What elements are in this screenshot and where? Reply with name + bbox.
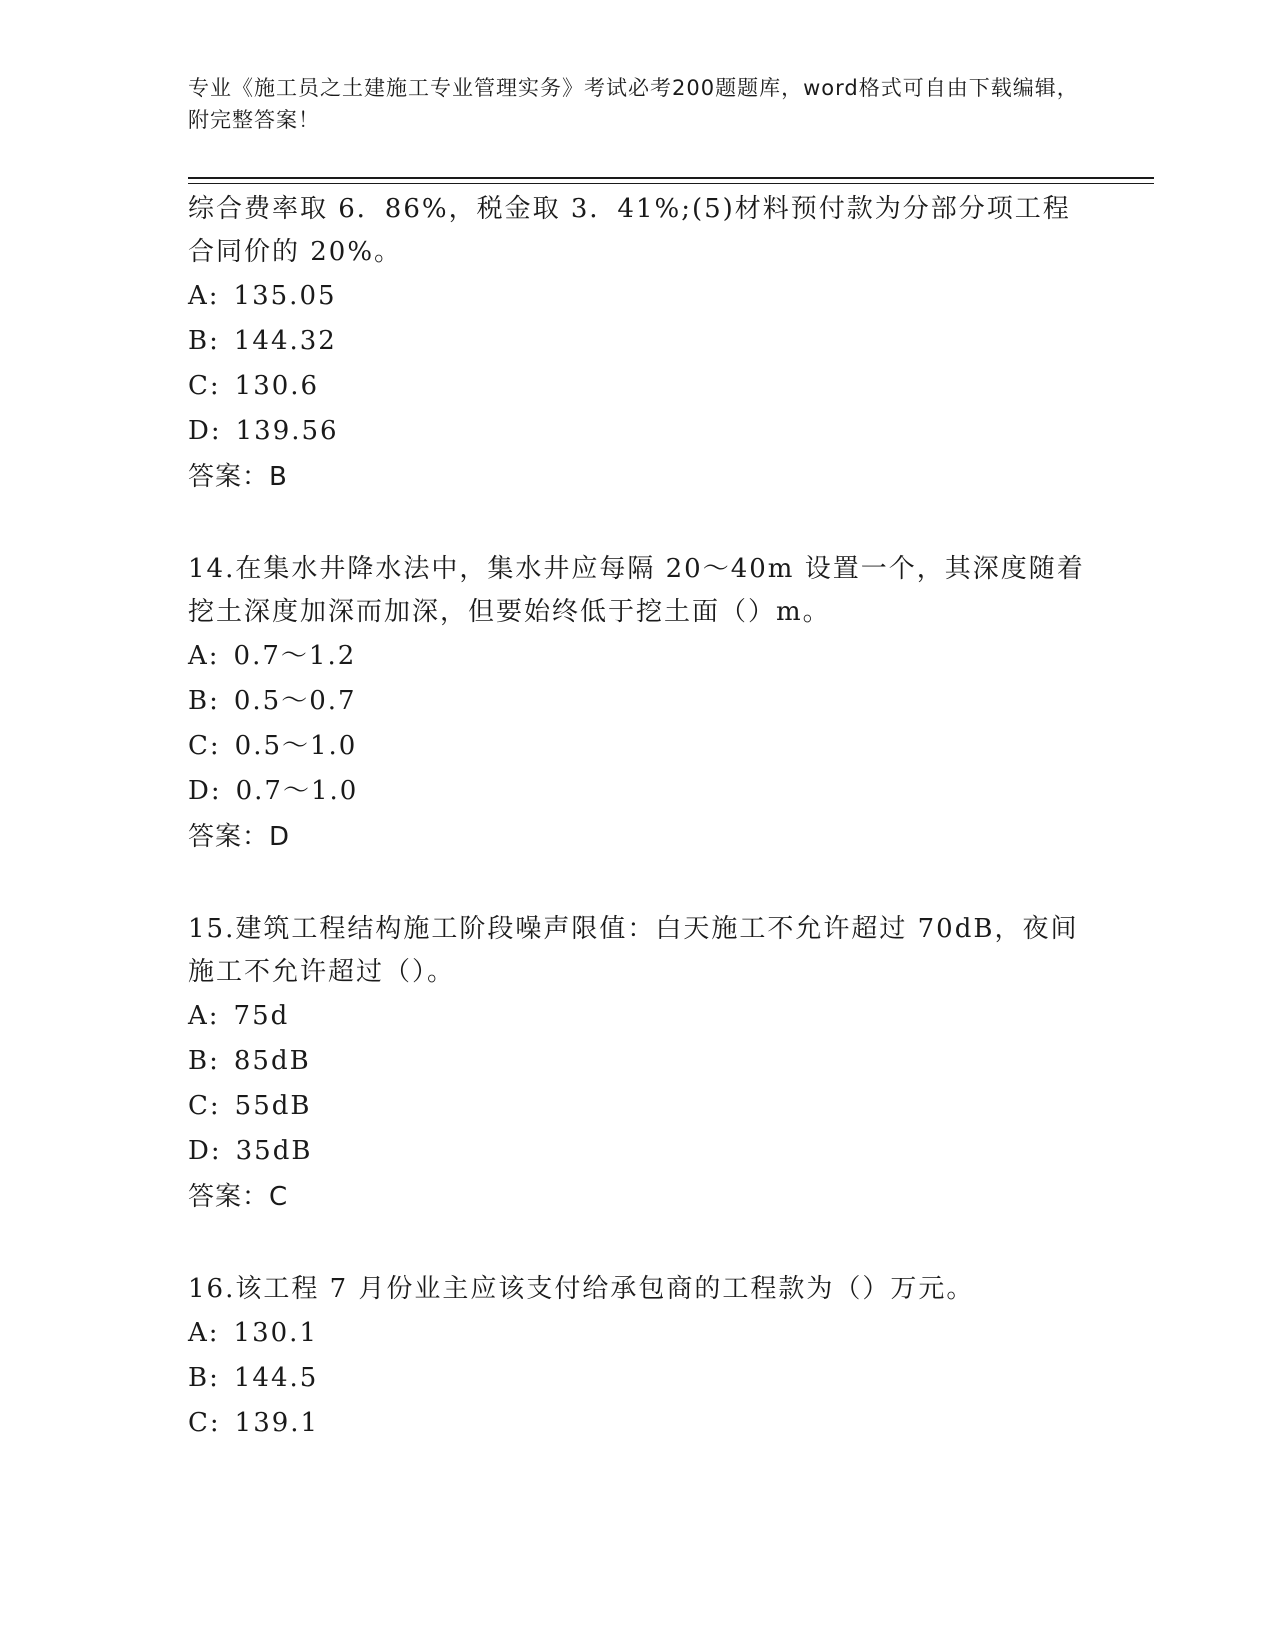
option-label: B: [188,1046,220,1076]
header-divider [188,177,1154,179]
page-header: 专业《施工员之土建施工专业管理实务》考试必考200题题库，word格式可自由下载编辑，附完整答案！ [188,76,1079,132]
option-d [188,1129,1088,1174]
spacer [188,860,1088,908]
option-label: A: [188,281,220,311]
option-a [188,1311,1088,1356]
option-label: C: [188,1091,221,1121]
question-block [188,908,1088,1220]
option-value: 75d [233,1001,290,1031]
option-label: C: [188,731,221,761]
option-a [188,634,1088,679]
option-value: 55dB [234,1091,312,1121]
spacer [188,1220,1088,1268]
option-value: 135.05 [233,281,337,311]
option-value: 85dB [233,1046,311,1076]
option-label: A: [188,641,220,671]
answer-text: 答案：B [188,462,288,492]
option-b [188,1039,1088,1084]
option-label: B: [188,686,220,716]
option-label: A: [188,1001,220,1031]
question-list [188,188,1088,1446]
option-label: B: [188,1363,220,1393]
option-value: 35dB [235,1136,313,1166]
option-label: D: [188,776,222,806]
option-a [188,274,1088,319]
option-d [188,769,1088,814]
option-a [188,994,1088,1039]
option-value: 139.56 [235,416,339,446]
question-text: 15.建筑工程结构施工阶段噪声限值：白天施工不允许超过 70dB，夜间施工不允许超过（）。 [188,914,1079,987]
option-value: 130.6 [234,371,320,401]
option-c [188,1084,1088,1129]
header-divider-thin [188,183,1154,184]
answer-text: 答案：C [188,1182,289,1212]
option-value: 144.32 [233,326,337,356]
spacer [188,500,1088,548]
option-d [188,409,1088,454]
option-value: 139.1 [234,1408,320,1438]
option-c [188,364,1088,409]
option-b [188,679,1088,724]
option-value: 144.5 [233,1363,319,1393]
option-value: 0.7～1.0 [235,776,359,806]
question-block [188,188,1088,500]
option-label: D: [188,1136,222,1166]
question-block [188,1268,1088,1446]
question-block [188,548,1088,860]
option-value: 0.7～1.2 [233,641,357,671]
option-label: C: [188,1408,221,1438]
option-c [188,724,1088,769]
option-value: 0.5～0.7 [233,686,357,716]
question-text: 16.该工程 7 月份业主应该支付给承包商的工程款为（）万元。 [188,1274,975,1304]
question-text: 综合费率取 6．86%，税金取 3．41%;(5)材料预付款为分部分项工程合同价的 20%。 [188,194,1071,267]
option-label: D: [188,416,222,446]
question-text: 14.在集水井降水法中，集水井应每隔 20～40m 设置一个，其深度随着挖土深度加深而加深，但要始终低于挖土面（）m。 [188,554,1085,627]
option-c [188,1401,1088,1446]
option-value: 130.1 [233,1318,318,1348]
option-b [188,1356,1088,1401]
option-b [188,319,1088,364]
option-label: C: [188,371,221,401]
option-label: A: [188,1318,220,1348]
answer-text: 答案：D [188,822,291,852]
option-label: B: [188,326,220,356]
option-value: 0.5～1.0 [234,731,358,761]
